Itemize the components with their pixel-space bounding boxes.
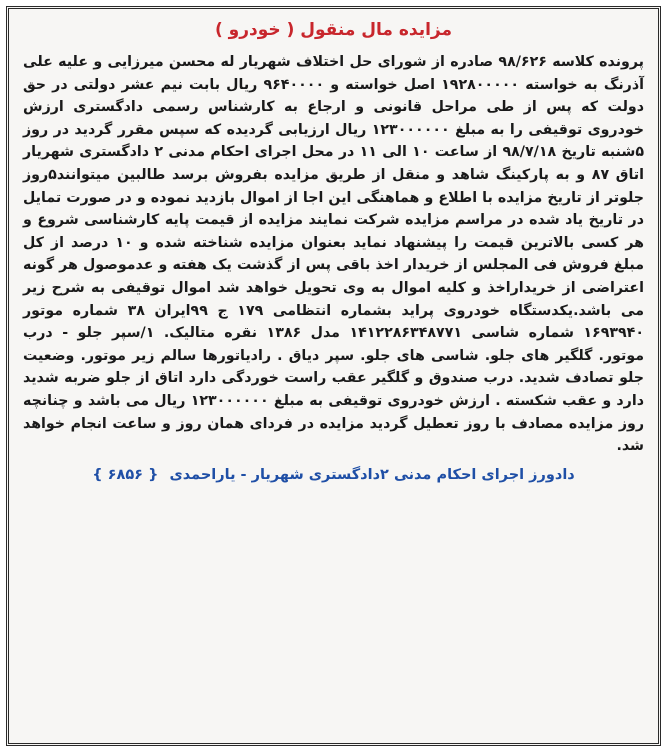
notice-code: { ۶۸۵۶ } — [92, 466, 159, 483]
auction-notice — [6, 6, 661, 746]
notice-paragraph: پرونده کلاسه ۹۸/۶۲۶ صادره از شورای حل اختلاف شهریار له محسن میرزایی و علیه علی آذرنگ به خواسته ۱۹۲۸۰۰۰۰۰ اصل خواسته و ۹۶۴۰۰۰۰ ریال بابت نیم عشر دولتی در حق دولت که پس از طی مراحل قانونی و ارجاع به کارشناس رسمی دادگستری ارزش خودروی توقیفی را به مبلغ ۱۲۳۰۰۰۰۰۰ ریال ارزیابی گردیده که سپس مقرر گردید در روز ۵شنبه تاریخ ۹۸/۷/۱۸ از ساعت ۱۰ الی ۱۱ در محل اجرای احکام مدنی ۲ دادگستری شهریار اتاق ۸۷ و به پارکینگ شاهد و منقل از طریق مزایده بفروش برسد طالبین میتوانند۵روز جلوتر از تاریخ مزایده با اطلاع و هماهنگی این اجا از اموال بازدید نموده و در صورت تمایل در تاریخ یاد شده در مراسم مزایده شرکت نمایند مزایده از قیمت پایه کارشناسی شروع و هر کسی بالاترین قیمت را پیشنهاد نماید بعنوان مزایده شناخته شده و ۱۰ درصد از کل مبلغ فروش فی المجلس از خریدار اخذ باقی پس از گذشت یک هفته و عدموصول هر گونه اعتراضی از خریداراخذ و کلیه اموال به وی تحویل خواهد شد اموال توقیفی به شرح زیر می باشد.یکدستگاه خودروی پراید بشماره انتظامی ۱۷۹ ج ۹۹ایران ۳۸ شماره موتور ۱۶۹۳۹۴۰ شماره شاسی ۱۴۱۲۲۸۶۳۴۸۷۷۱ مدل ۱۳۸۶ نقره متالیک. ۱/سپر جلو - درب موتور. گلگیر های جلو. شاسی های جلو. سپر دیاق . رادیاتورها سالم زیر موتور. وضعیت جلو تصادف شدید. درب صندوق و گلگیر عقب راست خوردگی دارد اتاق از جلو ضربه شدید دارد و عقب شکسته . ارزش خودروی توقیفی به مبلغ ۱۲۳۰۰۰۰۰۰ ریال می باشد و چنانچه روز مزایده مصادف با روز تعطیل گردید مزایده در فردای همان روز و ساعت انجام خواهد شد. — [23, 54, 645, 455]
footer-signature: دادورز اجرای احکام مدنی ۲دادگستری شهریار - یاراحمدی — [169, 466, 575, 483]
notice-title: مزایده مال منقول ( خودرو ) — [214, 20, 453, 40]
notice-body — [23, 51, 644, 458]
notice-footer — [23, 464, 644, 486]
